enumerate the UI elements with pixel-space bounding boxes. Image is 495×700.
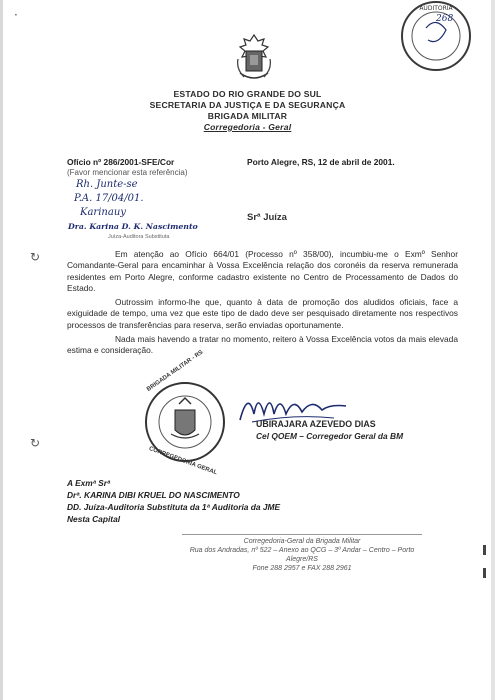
body-paragraph-2: Outrossim informo-lhe que, quanto à data de promoção dos aludidos oficiais, face a exiguidade de tempo, uma vez que este tipo de dado deve ser pesquisado diretamente nos respectivos processos de transferências para reserva, serão enviadas oportunamente. [67, 297, 458, 330]
scan-mark-2 [483, 568, 486, 578]
handwritten-line-2: P.A. 17/04/01. [74, 193, 144, 204]
brigade-stamp-bottom-text: CORREGEDORIA GERAL [147, 446, 218, 477]
round-stamp-top-text: AUDITORIA [419, 5, 453, 12]
handwritten-line-1: Rh. Junte-se [76, 179, 138, 190]
punch-hole-mark-3: ↻ [30, 436, 41, 450]
footer-line-3: Fone 288 2957 e FAX 288 2961 [252, 565, 352, 572]
handwritten-line-3: Karinauy [80, 207, 126, 218]
header-brigade: BRIGADA MILITAR [207, 111, 288, 121]
recipient-line-1: A Exmª Srª [67, 478, 111, 488]
oficio-reference: Ofício nº 286/2001-SFE/Cor [67, 157, 175, 167]
signer-name: UBIRAJARA AZEVEDO DIAS [256, 419, 376, 429]
reference-note: (Favor mencionar esta referência) [67, 168, 188, 177]
body-paragraph-1: Em atenção ao Ofício 664/01 (Processo nº 358/00), incumbiu-me o Exmº Senhor Comandante-Geral para encaminhar à Vossa Excelência relação dos coronéis da reserva remunerada residentes em Porto Alegre, conforme cadastro existente no Centro de Processamento de Dados do Estado. [67, 249, 458, 294]
round-stamp-top [398, 0, 474, 74]
punch-hole-mark-1: · [14, 8, 18, 22]
header-secretariat: SECRETARIA DA JUSTIÇA E DA SEGURANÇA [149, 100, 346, 110]
place-date: Porto Alegre, RS, 12 de abril de 2001. [247, 157, 395, 167]
brigade-stamp-top-text: BRIGADA MILITAR - RS [146, 349, 205, 393]
footer-line-1: Corregedoria-Geral da Brigada Militar [243, 538, 361, 545]
recipient-name: Drª. KARINA DIBI KRUEL DO NASCIMENTO [67, 490, 240, 500]
scan-mark-1 [483, 545, 486, 555]
stamped-judge-title: Juíza-Auditora Substituta [108, 234, 170, 240]
body-paragraph-3: Nada mais havendo a tratar no momento, reitero à Vossa Excelência votos da mais elevada estima e consideração. [67, 334, 458, 356]
salutation: Srª Juíza [247, 212, 287, 223]
recipient-location: Nesta Capital [67, 514, 121, 524]
footer-line-2: Rua dos Andradas, nº 522 – Anexo ao QCG – 3º Andar – Centro – Porto Alegre/RS [189, 547, 415, 563]
signer-title: Cel QOEM – Corregedor Geral da BM [256, 431, 404, 441]
header-corregedoria: Corregedoria - Geral [203, 122, 292, 132]
punch-hole-mark-2: ↻ [30, 250, 41, 264]
recipient-title: DD. Juíza-Auditoria Substituta da 1ª Auditoria da JME [67, 502, 281, 512]
round-stamp-handwritten-number: 268 [436, 14, 454, 24]
coat-of-arms-logo [232, 33, 276, 85]
header-state: ESTADO DO RIO GRANDE DO SUL [173, 89, 322, 99]
stamped-judge-name: Dra. Karina D. K. Nascimento [68, 222, 198, 231]
footer-block [182, 534, 422, 572]
